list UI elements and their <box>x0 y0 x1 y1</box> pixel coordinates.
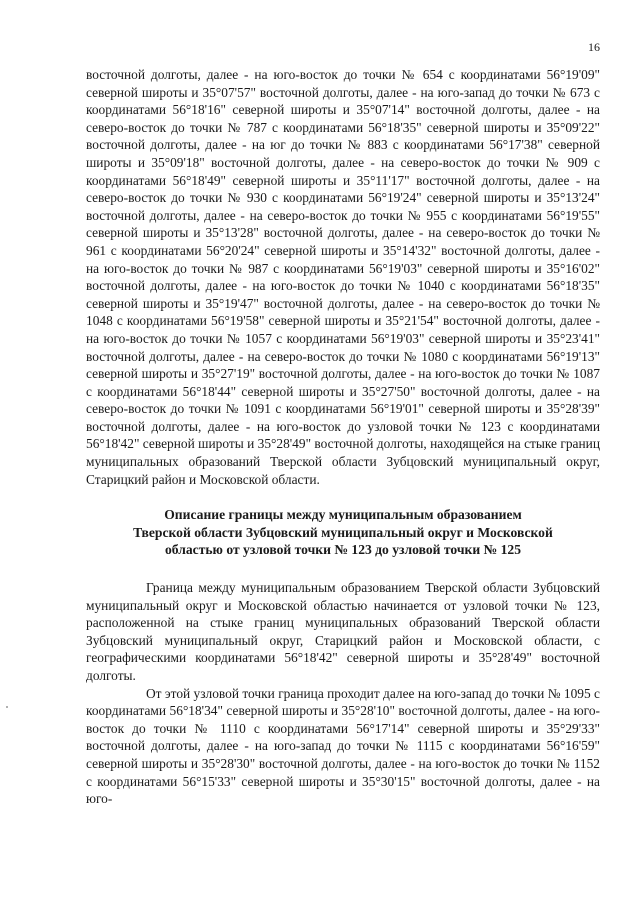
heading-line-1: Описание границы между муниципальным образованием <box>164 507 522 523</box>
section-heading <box>86 506 600 559</box>
heading-line-2: Тверской области Зубцовский муниципальный округ и Московской <box>133 524 553 540</box>
continuation-paragraph: восточной долготы, далее - на юго-восток до точки № 654 с координатами 56°19'09" северной широты и 35°07'57" восточной долготы, далее - на юго-запад до точки № 673 с координатами 56°18'16" северной широты и 35°07'14" восточной долготы, далее - на северо-восток до точки № 787 с координатами 56°18'35" северной широты и 35°09'22" восточной долготы, далее - на юг до точки № 883 с координатами 56°17'38" северной широты и 35°09'18" восточной долготы, далее - на северо-восток до точки № 909 с координатами 56°18'49" северной широты и 35°11'17" восточной долготы, далее - на северо-восток до точки № 930 с координатами 56°19'24" северной широты и 35°13'24" восточной долготы, далее - на северо-восток до точки № 955 с координатами 56°19'55" северной широты и 35°13'28" восточной долготы, далее - на северо-восток до точки № 961 с координатами 56°20'24" северной широты и 35°14'32" восточной долготы, далее - на юго-восток до точки № 987 с координатами 56°19'03" северной широты и 35°16'02" восточной долготы, далее - на юго-восток до точки № 1040 с координатами 56°18'35" северной широты и 35°19'47" восточной долготы, далее - на северо-восток до точки № 1048 с координатами 56°19'58" северной широты и 35°21'54" восточной долготы, далее - на юго-восток до точки № 1057 с координатами 56°19'03" северной широты и 35°23'41" восточной долготы, далее - на северо-восток до точки № 1080 с координатами 56°19'13" северной широты и 35°27'19" восточной долготы, далее - на юго-восток до точки № 1087 с координатами 56°18'44" северной широты и 35°27'50" восточной долготы, далее - на северо-восток до точки № 1091 с координатами 56°19'01" северной широты и 35°28'39" восточной долготы, далее - на юго-восток до узловой точки № 123 с координатами 56°18'42" северной широты и 35°28'49" восточной долготы, находящейся на стыке границ муниципальных образований Тверской области Зубцовский муниципальный округ, Старицкий район и Московской области. <box>86 67 600 487</box>
page-number: 16 <box>588 40 600 54</box>
heading-line-3: областью от узловой точки № 123 до узловой точки № 125 <box>164 542 521 558</box>
intro-paragraph: Граница между муниципальным образованием Тверской области Зубцовский муниципальный округ и Московской областью начинается от узловой точки № 123, расположенной на стыке границ муниципальных образований Тверской области Зубцовский муниципальный округ, Старицкий район и Московской области, с географическими координатами 56°18'42" северной широты и 35°28'49" восточной долготы. <box>86 580 600 683</box>
route-paragraph: От этой узловой точки граница проходит далее на юго-запад до точки № 1095 с координатами 56°18'34" северной широты и 35°28'10" восточной долготы, далее - на юго-восток до точки № 1110 с координатами 56°17'14" северной широты и 35°29'33" восточной долготы, далее - на юго-запад до точки № 1115 с координатами 56°16'59" северной широты и 35°28'30" восточной долготы, далее - на юго-восток до точки № 1152 с координатами 56°15'33" северной широты и 35°30'15" восточной долготы, далее - на юго- <box>86 685 600 807</box>
document-body <box>86 66 600 808</box>
scan-speck <box>6 706 8 708</box>
